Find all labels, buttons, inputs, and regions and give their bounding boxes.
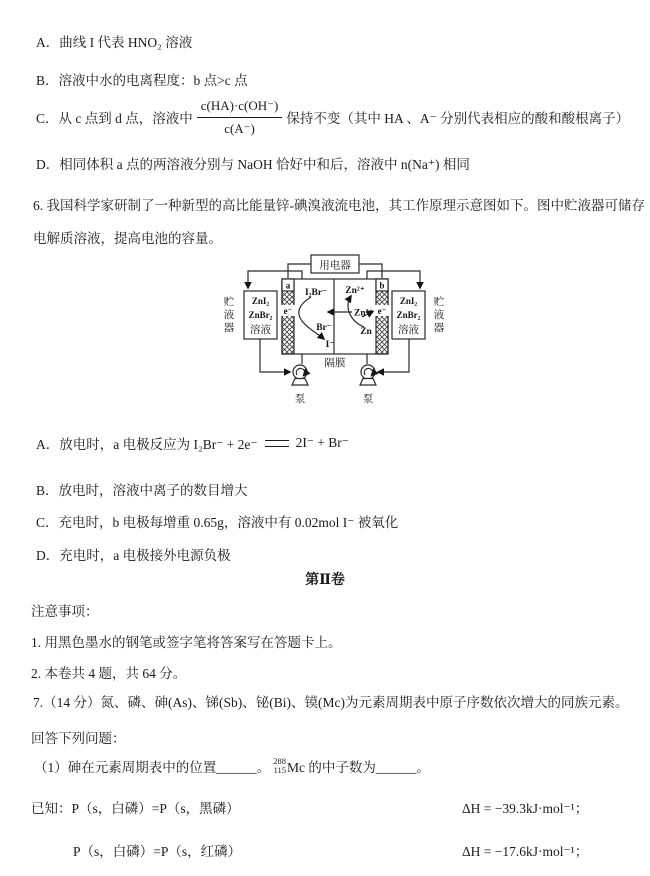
right-reservoir-label <box>434 296 445 334</box>
known-eq1-dh: ΔH = −39.3kJ·mol⁻¹； <box>462 801 589 816</box>
q5-option-c-suffix: 保持不变（其中 HA 、A⁻ 分别代表相应的酸和酸根离子） <box>286 111 630 126</box>
electron-left-label: e⁻ <box>283 306 293 316</box>
q6-option-d: D．充电时，a 电极接外电源负极 <box>36 548 231 563</box>
q7-prompt: 回答下列问题： <box>31 731 126 746</box>
right-reservoir-char2: 液 <box>433 310 445 321</box>
electrode-b-label: b <box>379 280 385 291</box>
right-tank-line2: ZnBr₂ <box>396 310 421 320</box>
known-eq2-dh: ΔH = −17.6kJ·mol⁻¹； <box>462 844 589 859</box>
q5-option-c-prefix: C．从 c 点到 d 点，溶液中 <box>36 111 193 126</box>
right-tank-line1: ZnI₂ <box>399 296 418 306</box>
q7-sub1-before: （1）砷在元素周期表中的位置______。 <box>34 760 271 775</box>
left-reservoir-char1: 贮 <box>223 297 235 308</box>
q7-sub1 <box>34 756 430 776</box>
electron-right-label: e⁻ <box>377 306 387 316</box>
q7-sub1-after: Mc 的中子数为______。 <box>287 760 430 775</box>
iodide-label: I⁻ <box>325 340 335 350</box>
left-tank-line2: ZnBr₂ <box>248 310 273 320</box>
q5-option-b: B．溶液中水的电离程度：b 点>c 点 <box>36 73 248 88</box>
q7-stem: 7.（14 分）氮、磷、砷(As)、锑(Sb)、铋(Bi)、镆(Mc)为元素周期表中原子序数依次增大的同族元素。 <box>33 695 629 710</box>
left-tank-line1: ZnI₂ <box>251 296 270 306</box>
notice-heading: 注意事项： <box>31 604 99 619</box>
zn-ion-right-label: Zn²⁺ <box>345 286 365 296</box>
right-pump <box>360 365 376 385</box>
q5-option-a: A．曲线 I 代表 HNO₂ 溶液 <box>36 35 193 50</box>
electrode-a-label: a <box>285 280 291 291</box>
q5-option-d: D．相同体积 a 点的两溶液分别与 NaOH 恰好中和后，溶液中 n(Na⁺) 相同 <box>36 157 470 172</box>
part2-title: 第Ⅱ卷 <box>305 573 345 588</box>
right-pump-label: 泵 <box>362 394 374 405</box>
zn-metal-label: Zn <box>360 327 372 337</box>
fraction-numerator: c(HA)·c(OH⁻) <box>197 96 283 118</box>
left-pump <box>292 365 308 385</box>
zn-migration-label: Zn²⁺ <box>354 308 374 319</box>
known-eq2-left: P（s，白磷）=P（s，红磷） <box>73 844 242 859</box>
q6-option-a-rhs: 2I⁻ + Br⁻ <box>295 435 349 450</box>
membrane-label: 隔膜 <box>324 358 346 369</box>
q6-option-a-prefix: A．放电时，a 电极反应为 I₂Br⁻ + 2e⁻ <box>36 437 258 452</box>
q6-option-a <box>36 433 349 453</box>
q6-option-b: B．放电时，溶液中离子的数目增大 <box>36 483 248 498</box>
isotope-atomic-number: 115 <box>273 765 286 775</box>
q6-stem-line2: 电解质溶液，提高电池的容量。 <box>33 231 222 246</box>
q6-stem-line1: 6. 我国科学家研制了一种新型的高比能量锌-碘溴液流电池，其工作原理示意图如下。图中贮液器可储存 <box>33 198 645 213</box>
right-reservoir-char3: 器 <box>433 323 445 334</box>
right-reservoir-char1: 贮 <box>433 297 445 308</box>
isotope-stack <box>273 757 286 775</box>
flow-battery-svg <box>212 247 460 413</box>
br-label: Br⁻ <box>316 323 332 333</box>
left-reservoir-char3: 器 <box>223 323 235 334</box>
notice-item-2: 2. 本卷共 4 题，共 64 分。 <box>31 666 187 681</box>
isotope-mass-number: 288 <box>273 756 286 767</box>
left-reservoir-label <box>224 296 235 334</box>
q6-option-c: C．充电时，b 电极每增重 0.65g，溶液中有 0.02mol I⁻ 被氧化 <box>36 515 399 530</box>
flow-battery-diagram <box>212 247 460 413</box>
left-reservoir-char2: 液 <box>223 310 235 321</box>
concentration-fraction <box>197 96 283 138</box>
right-tank-line3: 溶液 <box>398 325 419 336</box>
double-equals-sign <box>265 440 289 447</box>
load-label: 用电器 <box>319 260 351 272</box>
left-tank-line3: 溶液 <box>250 325 271 336</box>
notice-item-1: 1. 用黑色墨水的钢笔或签字笔将答案写在答题卡上。 <box>31 635 342 650</box>
fraction-denominator: c(A⁻) <box>224 120 255 136</box>
known-eq1-left: 已知：P（s，白磷）=P（s，黑磷） <box>31 801 240 816</box>
i2br-label: I₂Br⁻ <box>304 288 328 298</box>
q5-option-c <box>36 96 629 138</box>
left-pump-label: 泵 <box>294 394 306 405</box>
